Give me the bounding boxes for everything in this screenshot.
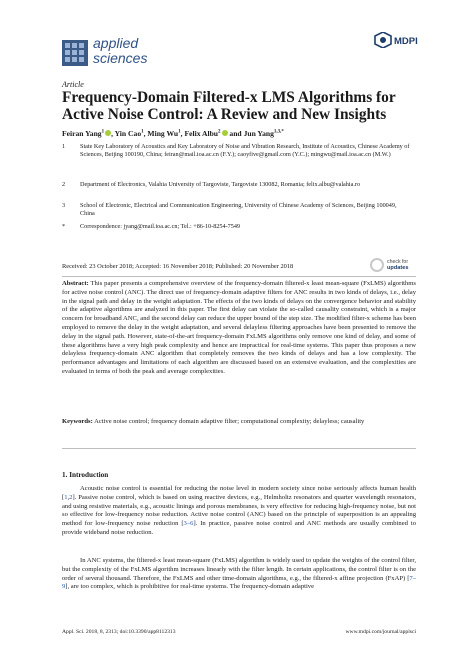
affiliation-number: 2 — [62, 181, 66, 188]
journal-name-line2: sciences — [93, 50, 148, 66]
check-updates-line2: updates — [387, 265, 409, 271]
affiliation-text: Department of Electronics, Valahia University of Targoviste, Targoviste 130082, Romania; felix.albu@valahia.ro — [80, 181, 361, 188]
section-heading: 1. Introduction — [62, 471, 109, 479]
publisher-name: MDPI — [394, 36, 418, 47]
affiliation-number: 1 — [62, 143, 66, 150]
correspondence-text: Correspondence: jyang@mail.ioa.ac.cn; Tel.: +86-10-8254-7549 — [80, 223, 241, 230]
author-affiliation-mark: 1 — [141, 129, 144, 135]
journal-name — [93, 36, 147, 66]
citation-link[interactable]: 1 — [64, 493, 68, 501]
journal-logo — [62, 40, 88, 66]
refresh-icon — [370, 258, 384, 272]
citation-link[interactable]: 3–6 — [183, 520, 194, 528]
abstract-label: Abstract: — [62, 280, 89, 287]
author-affiliation-mark: 1 — [101, 129, 105, 135]
paragraph: In ANC systems, the filtered-x least mean-square (FxLMS) algorithm is widely used to update the weights of the control filter, but the complexity of the FxLMS algorithm increases linearly with the filter length. In certain applications, the control filter is on the order of several thousand. Therefore, the FxLMS and other time-domain algorithms, e.g., the filtered-x affine projection (FxAP) [7–9], are too complex, which is prohibitive for real-time systems. The frequency-domain adaptive — [62, 557, 416, 591]
keywords-label: Keywords: — [62, 418, 93, 425]
author-name[interactable]: Yin Cao — [114, 129, 142, 138]
mdpi-logo-icon — [374, 32, 392, 48]
affiliation-text: School of Electronic, Electrical and Communication Engineering, University of Chinese Academy of Sciences, Beijing 100049, China — [80, 202, 397, 218]
footer-url[interactable]: www.mdpi.com/journal/applsci — [345, 629, 416, 635]
orcid-icon[interactable] — [222, 130, 228, 136]
author-list: Feiran Yang$^1$ , Yin Cao$^1$, Ming Wu$^1$, Felix Albu$^2$ and Jun Yang$^{1,3,*}$ — [62, 129, 284, 138]
paper-title: Frequency-Domain Filtered-x LMS Algorithms for Active Noise Control: A Review and New Insights — [62, 89, 396, 123]
keywords — [62, 418, 416, 427]
paragraph: Acoustic noise control is essential for reducing the noise level in modern society since noise seriously affects human health [1,2]. Passive noise control, which is based on using reactive devices, e.g., Helmholtz resonators and quarter wavelength resonators, and using resistive materials, e.g., acoustic linings and porous membranes, is very effective for reducing high-frequency noise, but not so effective for low-frequency noise reduction. Active noise control (ANC) based on the principle of superposition is an appealing method for low-frequency noise reduction [3–6]. In practice, passive noise control and ANC methods are usually combined to provide wideband noise reduction. — [62, 485, 417, 536]
affiliation-1 — [62, 143, 412, 176]
footer-citation: Appl. Sci. 2018, 8, 2313; doi:10.3390/app8112313 — [62, 629, 176, 635]
author-name[interactable]: Ming Wu — [147, 129, 179, 138]
journal-name-line1: applied — [93, 35, 139, 51]
article-type: Article — [62, 80, 84, 89]
affiliation-3 — [62, 202, 412, 219]
correspondence — [62, 223, 412, 232]
author-name[interactable]: Feiran Yang — [62, 129, 102, 138]
author-affiliation-mark: 2 — [218, 129, 221, 135]
publication-dates: Received: 23 October 2018; Accepted: 16 November 2018; Published: 20 November 2018 — [62, 263, 294, 270]
abstract — [62, 280, 416, 377]
citation-link[interactable]: 2 — [69, 493, 73, 501]
citation-link[interactable]: 7–9 — [62, 574, 416, 591]
check-updates-line1: check for — [387, 259, 409, 265]
divider — [62, 448, 416, 449]
abstract-text: This paper presents a comprehensive overview of the frequency-domain filtered-x least mean-square (FxLMS) algorithms for active noise control (ANC). The direct use of frequency-domain adaptive filters for ANC results in two kinds of delays, i.e., delay in the signal path and delay in the weight adaptation. The effects of the two kinds of delays on the convergence behavior and stability of the adaptive algorithms are analyzed in this paper. The first delay can violate the so-called causality constraint, which is a major concern for broadband ANC, and the second delay can reduce the upper bound of the step size. The modified filter-x scheme has been employed to remove the delay in the weight adaptation, and several delayless filtering approaches have been presented to remove the delay in the signal path. However, state-of-the-art frequency-domain FxLMS algorithms only remove one kind of delay, and some of these algorithms have a very high peak complexity and hence are impractical for real-time systems. This paper thus proposes a new delayless frequency-domain ANC algorithm that completely removes the two kinds of delays and has a low complexity. The performance advantages and limitations of each algorithm are discussed based on an extensive evaluation, and the complexities are evaluated in terms of both the peak and average complexities. — [62, 280, 416, 375]
author-affiliation-mark: 1 — [178, 129, 181, 135]
affiliation-text: State Key Laboratory of Acoustics and Key Laboratory of Noise and Vibration Research, Institute of Acoustics, Chinese Academy of Sciences, Beijing 100190, China; feiran@mail.ioa.ac.cn (F.Y.); caoyfive@gmail.com (Y.C.); mingwu@mail.ioa.ac.cn (M.W.) — [80, 143, 410, 159]
affiliation-number: * — [62, 223, 66, 230]
author-affiliation-mark: 1,3,* — [273, 129, 284, 135]
check-for-updates-badge[interactable] — [370, 256, 418, 276]
divider — [62, 276, 416, 277]
author-name[interactable]: Jun Yang — [243, 129, 274, 138]
author-name[interactable]: Felix Albu — [184, 129, 219, 138]
keywords-text: Active noise control; frequency domain adaptive filter; computational complexity; delayless; causality — [94, 418, 365, 425]
affiliation-2 — [62, 181, 412, 198]
affiliation-number: 3 — [62, 202, 66, 209]
orcid-icon[interactable] — [105, 130, 111, 136]
